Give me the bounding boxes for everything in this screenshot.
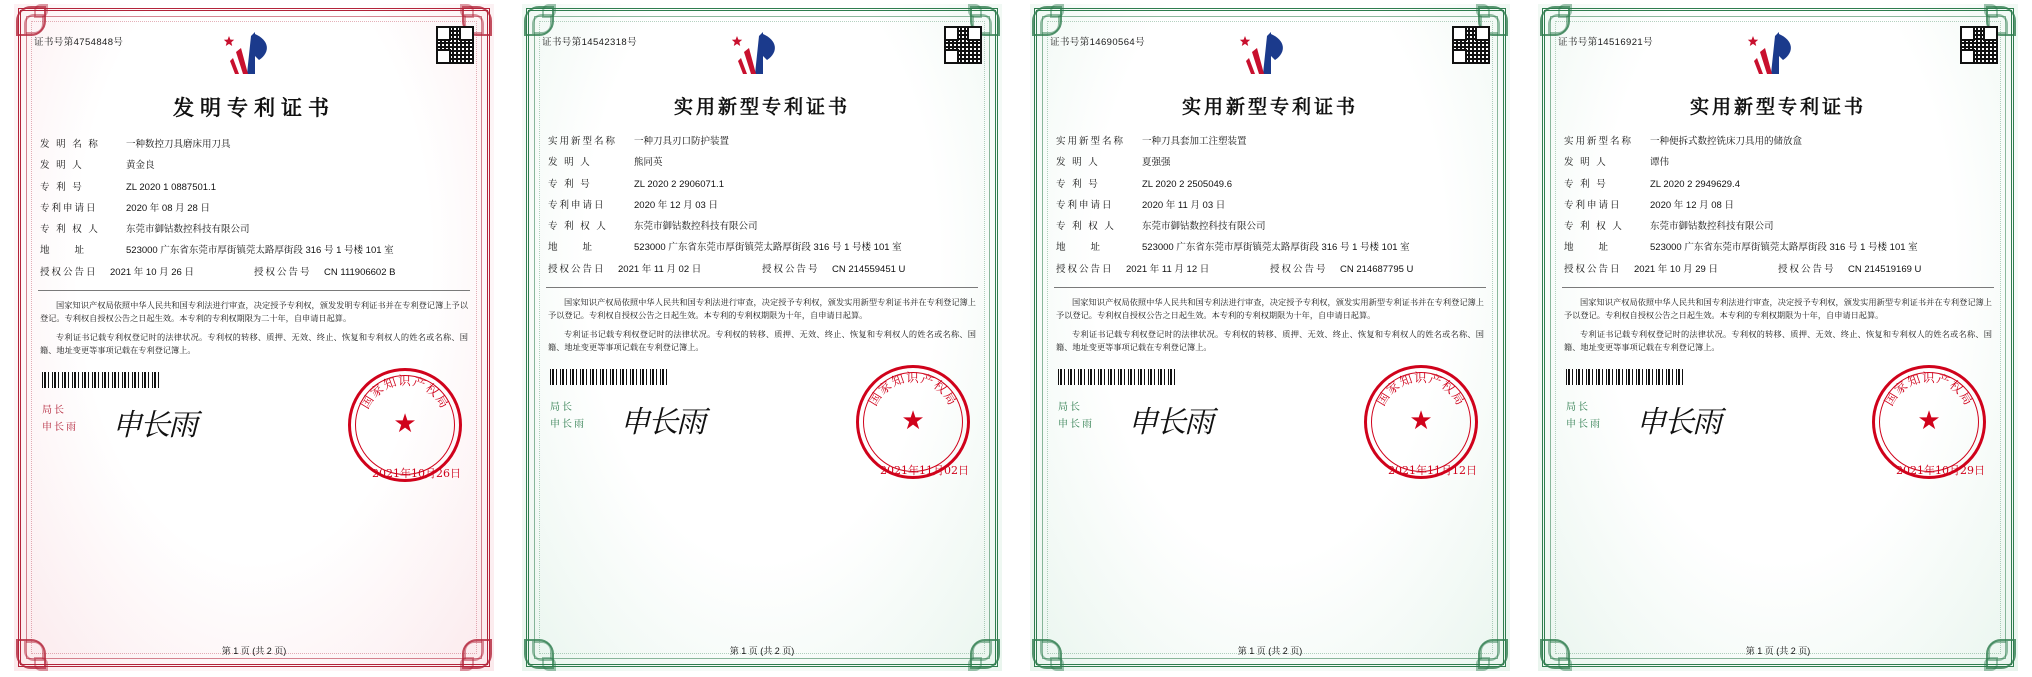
patent-no-value-4: ZL 2020 2 2949629.4 xyxy=(1650,178,1740,190)
certificate-number-label-3: 证书号第 xyxy=(1050,37,1090,48)
name-label-3: 实用新型名称 xyxy=(1056,136,1126,147)
certificate-number-4 xyxy=(1558,34,1653,48)
legal-paragraph-3a: 国家知识产权局依照中华人民共和国专利法进行审查，决定授予专利权，颁发实用新型专利证书并在专利登记簿上予以登记。专利权自授权公告之日起生效。本专利的专利权期限为十年，自申请日起算。 xyxy=(1056,297,1484,321)
signature-2: 申长雨 xyxy=(620,404,704,440)
legal-paragraph-2b: 专利证书记载专利权登记时的法律状况。专利权的转移、质押、无效、终止、恢复和专利权人的姓名或名称、国籍、地址变更等事项记载在专利登记簿上。 xyxy=(548,329,976,353)
holder-label-4: 专 利 权 人 xyxy=(1564,221,1624,232)
divider-4 xyxy=(1562,287,1994,288)
certificate-number-value-4: 14516921 xyxy=(1597,37,1644,48)
apply-date-label-3: 专利申请日 xyxy=(1056,199,1114,211)
legal-paragraph-4a: 国家知识产权局依照中华人民共和国专利法进行审查，决定授予专利权，颁发实用新型专利证书并在专利登记簿上予以登记。专利权自授权公告之日起生效。本专利的专利权期限为十年，自申请日起算。 xyxy=(1564,297,1992,321)
address-label-4: 地 址 xyxy=(1564,242,1611,254)
grant-no-label-4: 授权公告号 xyxy=(1778,263,1836,275)
fields-4 xyxy=(1564,135,1992,277)
signature-3: 申长雨 xyxy=(1128,404,1212,440)
certificate-number-2 xyxy=(542,34,637,48)
certificate-number-suffix-3: 号 xyxy=(1135,37,1145,48)
certificate-number-suffix-2: 号 xyxy=(627,37,637,48)
page-number-4: 第 1 页 (共 2 页) xyxy=(1745,646,1811,656)
fields-1 xyxy=(40,138,468,280)
patent-certificate-1 xyxy=(0,0,508,677)
official-red-seal-icon: 国家知识产权局 ★ 2021年11月02日 xyxy=(856,365,970,479)
certificate-number-label-2: 证书号第 xyxy=(542,37,582,48)
patent-no-value-1: ZL 2020 1 0887501.1 xyxy=(126,181,216,193)
inventor-label-2: 发 明 人 xyxy=(548,157,592,169)
svg-text:国家知识产权局: 国家知识产权局 xyxy=(865,369,961,409)
certificate-number-label-4: 证书号第 xyxy=(1558,37,1598,48)
official-red-seal-icon: 国家知识产权局 ★ 2021年11月12日 xyxy=(1364,365,1478,479)
address-value-3: 523000 广东省东莞市厚街镇莞太路厚街段 316 号 1 号楼 101 室 xyxy=(1142,242,1410,254)
inventor-value-3: 夏强强 xyxy=(1142,157,1171,169)
divider-3 xyxy=(1054,287,1486,288)
seal-date-4: 2021年10月29日 xyxy=(1896,463,1985,477)
legal-text-2 xyxy=(548,296,976,355)
divider-1 xyxy=(38,290,470,291)
apply-date-label-1: 专利申请日 xyxy=(40,202,98,214)
holder-label-1: 专 利 权 人 xyxy=(40,224,100,235)
page-title-2: 实用新型专利证书 xyxy=(673,96,850,118)
address-label-1: 地 址 xyxy=(40,245,87,257)
name-value-2: 一种刀具刃口防护装置 xyxy=(634,136,730,147)
grant-no-label-1: 授权公告号 xyxy=(254,266,312,278)
page-number-2: 第 1 页 (共 2 页) xyxy=(729,646,795,656)
patent-certificate-2 xyxy=(508,0,1016,677)
legal-paragraph-2a: 国家知识产权局依照中华人民共和国专利法进行审查，决定授予专利权，颁发实用新型专利证书并在专利登记簿上予以登记。专利权自授权公告之日起生效。本专利的专利权期限为十年，自申请日起算。 xyxy=(548,297,976,321)
director-label-1: 局长 xyxy=(42,404,66,416)
inventor-label-1: 发 明 人 xyxy=(40,160,84,172)
holder-value-4: 东莞市御钴数控科技有限公司 xyxy=(1650,221,1774,232)
qr-code-icon xyxy=(1960,26,1998,64)
patent-no-label-3: 专 利 号 xyxy=(1056,178,1100,190)
grant-no-value-3: CN 214687795 U xyxy=(1340,263,1414,275)
address-value-4: 523000 广东省东莞市厚街镇莞太路厚街段 316 号 1 号楼 101 室 xyxy=(1650,242,1918,254)
holder-value-2: 东莞市御钴数控科技有限公司 xyxy=(634,221,758,232)
barcode-icon xyxy=(550,369,670,385)
grant-date-value-1: 2021 年 10 月 26 日 xyxy=(110,266,194,278)
qr-code-icon xyxy=(1452,26,1490,64)
seal-date-3: 2021年11月12日 xyxy=(1388,463,1477,477)
apply-date-label-4: 专利申请日 xyxy=(1564,199,1622,211)
inventor-value-2: 熊同英 xyxy=(634,157,663,169)
name-label-2: 实用新型名称 xyxy=(548,136,618,147)
director-label-2: 局长 xyxy=(550,401,574,413)
certificate-number-value-2: 14542318 xyxy=(581,37,628,48)
seal-date-1: 2021年10月26日 xyxy=(372,466,461,480)
certificate-number-1 xyxy=(34,34,123,48)
grant-date-value-2: 2021 年 11 月 02 日 xyxy=(618,263,702,275)
footer-4 xyxy=(1566,369,1990,477)
certificate-number-label-1: 证书号第 xyxy=(34,37,74,48)
official-red-seal-icon: 国家知识产权局 ★ 2021年10月26日 xyxy=(348,368,462,482)
grant-no-value-1: CN 111906602 B xyxy=(324,266,396,278)
holder-label-3: 专 利 权 人 xyxy=(1056,221,1116,232)
patent-no-label-1: 专 利 号 xyxy=(40,181,84,193)
cnipa-emblem-icon xyxy=(221,30,287,82)
footer-2 xyxy=(550,369,974,477)
grant-no-label-3: 授权公告号 xyxy=(1270,263,1328,275)
address-value-1: 523000 广东省东莞市厚街镇莞太路厚街段 316 号 1 号楼 101 室 xyxy=(126,245,394,257)
director-name-3: 申长雨 xyxy=(1058,418,1094,430)
footer-1 xyxy=(42,372,466,480)
official-red-seal-icon: 国家知识产权局 ★ 2021年10月29日 xyxy=(1872,365,1986,479)
certificate-number-value-1: 4754848 xyxy=(73,37,114,48)
barcode-icon xyxy=(1566,369,1686,385)
grant-date-label-1: 授权公告日 xyxy=(40,266,98,278)
director-name-1: 申长雨 xyxy=(42,421,78,433)
divider-2 xyxy=(546,287,978,288)
legal-text-3 xyxy=(1056,296,1484,355)
page-title-1: 发明专利证书 xyxy=(173,95,335,120)
fields-2 xyxy=(548,135,976,277)
address-value-2: 523000 广东省东莞市厚街镇莞太路厚街段 316 号 1 号楼 101 室 xyxy=(634,242,902,254)
address-label-3: 地 址 xyxy=(1056,242,1103,254)
page-title-4: 实用新型专利证书 xyxy=(1689,96,1866,118)
svg-text:国家知识产权局: 国家知识产权局 xyxy=(1881,369,1977,409)
inventor-label-3: 发 明 人 xyxy=(1056,157,1100,169)
qr-code-icon xyxy=(436,26,474,64)
holder-value-3: 东莞市御钴数控科技有限公司 xyxy=(1142,221,1266,232)
fields-3 xyxy=(1056,135,1484,277)
legal-paragraph-1a: 国家知识产权局依照中华人民共和国专利法进行审查，决定授予专利权，颁发发明专利证书并在专利登记簿上予以登记。专利权自授权公告之日起生效。本专利的专利权期限为二十年，自申请日起算。 xyxy=(40,300,468,324)
barcode-icon xyxy=(1058,369,1178,385)
certificate-number-suffix-1: 号 xyxy=(113,37,124,48)
apply-date-value-3: 2020 年 11 月 03 日 xyxy=(1142,199,1226,211)
name-label-4: 实用新型名称 xyxy=(1564,136,1634,147)
svg-text:国家知识产权局: 国家知识产权局 xyxy=(357,372,453,412)
footer-3 xyxy=(1058,369,1482,477)
name-label-1: 发 明 名 称 xyxy=(40,139,100,150)
apply-date-value-1: 2020 年 08 月 28 日 xyxy=(126,202,210,214)
name-value-1: 一种数控刀具磨床用刀具 xyxy=(126,139,231,150)
patent-no-value-2: ZL 2020 2 2906071.1 xyxy=(634,178,724,190)
legal-paragraph-3b: 专利证书记载专利权登记时的法律状况。专利权的转移、质押、无效、终止、恢复和专利权人的姓名或名称、国籍、地址变更等事项记载在专利登记簿上。 xyxy=(1056,329,1484,353)
grant-no-value-2: CN 214559451 U xyxy=(832,263,906,275)
holder-value-1: 东莞市御钴数控科技有限公司 xyxy=(126,224,250,235)
grant-no-value-4: CN 214519169 U xyxy=(1848,263,1922,275)
patent-certificate-4 xyxy=(1524,0,2032,677)
grant-date-label-2: 授权公告日 xyxy=(548,263,606,275)
page-number-1: 第 1 页 (共 2 页) xyxy=(221,646,287,656)
patent-no-label-2: 专 利 号 xyxy=(548,178,592,190)
patent-no-value-3: ZL 2020 2 2505049.6 xyxy=(1142,178,1232,190)
patent-no-label-4: 专 利 号 xyxy=(1564,178,1608,190)
name-value-3: 一种刀具套加工注塑装置 xyxy=(1142,136,1247,147)
holder-label-2: 专 利 权 人 xyxy=(548,221,608,232)
legal-paragraph-1b: 专利证书记载专利权登记时的法律状况。专利权的转移、质押、无效、终止、恢复和专利权人的姓名或名称、国籍、地址变更等事项记载在专利登记簿上。 xyxy=(40,332,468,356)
patent-certificate-3 xyxy=(1016,0,1524,677)
name-value-4: 一种便拆式数控铣床刀具用的储放盒 xyxy=(1650,136,1803,147)
page-title-3: 实用新型专利证书 xyxy=(1181,96,1358,118)
apply-date-value-2: 2020 年 12 月 03 日 xyxy=(634,199,718,211)
grant-date-value-4: 2021 年 10 月 29 日 xyxy=(1634,263,1718,275)
grant-date-value-3: 2021 年 11 月 12 日 xyxy=(1126,263,1210,275)
page-number-3: 第 1 页 (共 2 页) xyxy=(1237,646,1303,656)
certificate-number-suffix-4: 号 xyxy=(1643,37,1653,48)
signature-1: 申长雨 xyxy=(112,407,196,443)
director-name-2: 申长雨 xyxy=(550,418,586,430)
director-label-3: 局长 xyxy=(1058,401,1082,413)
inventor-label-4: 发 明 人 xyxy=(1564,157,1608,169)
legal-text-1 xyxy=(40,299,468,358)
barcode-icon xyxy=(42,372,162,388)
director-label-4: 局长 xyxy=(1566,401,1590,413)
cnipa-emblem-icon xyxy=(1237,30,1303,82)
grant-date-label-4: 授权公告日 xyxy=(1564,263,1622,275)
seal-date-2: 2021年11月02日 xyxy=(880,463,969,477)
certificate-number-3 xyxy=(1050,34,1145,48)
grant-no-label-2: 授权公告号 xyxy=(762,263,820,275)
legal-paragraph-4b: 专利证书记载专利权登记时的法律状况。专利权的转移、质押、无效、终止、恢复和专利权人的姓名或名称、国籍、地址变更等事项记载在专利登记簿上。 xyxy=(1564,329,1992,353)
director-name-4: 申长雨 xyxy=(1566,418,1602,430)
signature-4: 申长雨 xyxy=(1636,404,1720,440)
inventor-value-1: 黄金良 xyxy=(126,160,155,172)
cnipa-emblem-icon xyxy=(1745,30,1811,82)
certificate-number-value-3: 14690564 xyxy=(1089,37,1136,48)
apply-date-label-2: 专利申请日 xyxy=(548,199,606,211)
qr-code-icon xyxy=(944,26,982,64)
inventor-value-4: 谭伟 xyxy=(1650,157,1670,169)
address-label-2: 地 址 xyxy=(548,242,595,254)
legal-text-4 xyxy=(1564,296,1992,355)
apply-date-value-4: 2020 年 12 月 08 日 xyxy=(1650,199,1734,211)
svg-text:国家知识产权局: 国家知识产权局 xyxy=(1373,369,1469,409)
grant-date-label-3: 授权公告日 xyxy=(1056,263,1114,275)
cnipa-emblem-icon xyxy=(729,30,795,82)
